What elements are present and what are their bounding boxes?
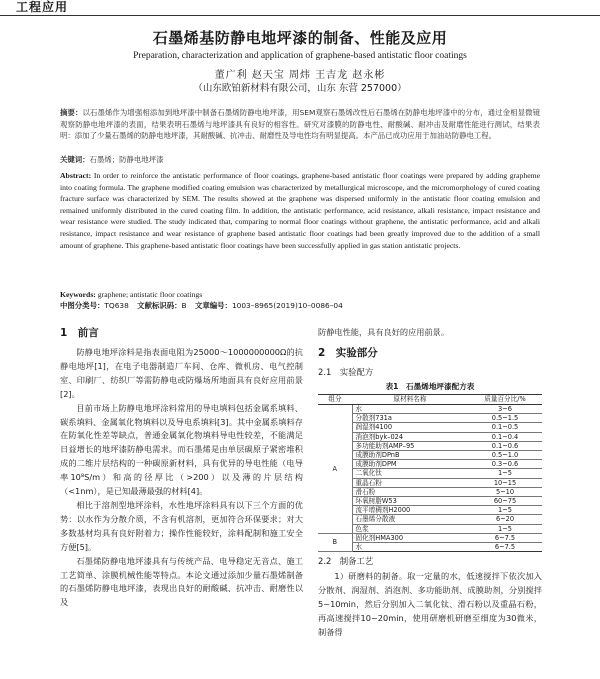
table-percent-cell: 0.5~1.5 — [468, 414, 542, 423]
table-material-cell: 流平增稠剂H2000 — [352, 506, 468, 515]
affiliation: （山东欧铂新材料有限公司，山东 东营 257000） — [193, 83, 407, 94]
table-percent-cell: 60~75 — [468, 496, 542, 505]
section-2-heading: 2 实验部分 — [318, 346, 378, 359]
recipe-table — [318, 394, 542, 552]
article-no-value: 1003–8965(2019)10–0086–04 — [231, 301, 343, 310]
table-material-cell: 滑石粉 — [352, 487, 468, 496]
journal-header — [0, 0, 600, 16]
table-material-cell: 二氧化钛 — [352, 469, 468, 478]
article-no-label: 文章编号： — [194, 301, 232, 310]
section-label: 工程应用 — [16, 0, 69, 14]
paper-title-en: Preparation, characterization and application of graphene-based antistatic floor coatings — [133, 51, 467, 61]
abstract-en-text: In order to reinforce the antistatic performance of floor coatings, graphene-based antistatic floor coatings were prepared by adding grapheme into coating formula. The graphene modified coating emulsion was characterized by metallurgical microscope, and the micromorphology of cured coating fracture surface was characterized by SEM. The results showed at the graphene was dispersed uniformly in the antistatic floor coating emulsion and remained uniformly distributed in the cured coating film. In addition, the antistatic performance, acid resistance, alkali resistance, impact resistance and wear resistance were studied. The study indicated that, comparing to normal floor coatings without graphene, the antistatic performance, acid and alkali resistance, impact resistance and wear resistance of graphene based antistatic floor coatings had been greatly improved due to the addition of a small amount of graphene. This graphene-based antistatic floor coatings have been successfully applied in gas station antistatic projects. — [60, 171, 540, 250]
keywords-cn-text: 石墨烯；防静电地坪漆 — [89, 155, 164, 164]
table-row — [318, 524, 542, 533]
table-header-cell: 质量百分比/% — [468, 394, 542, 404]
table-row — [318, 450, 542, 459]
paper-title-cn: 石墨烯基防静电地坪漆的制备、性能及应用 — [152, 29, 448, 47]
keywords-en-label: Keywords: — [60, 290, 96, 299]
table-percent-cell: 10~15 — [468, 478, 542, 487]
table-material-cell: 重晶石粉 — [352, 478, 468, 487]
table-percent-cell: 0.5~1.0 — [468, 450, 542, 459]
table-percent-cell: 1~5 — [468, 524, 542, 533]
abstract-en — [60, 170, 540, 251]
keywords-cn — [60, 154, 540, 165]
classification-line — [60, 300, 540, 311]
table-row — [318, 441, 542, 450]
clc-label: 中图分类号： — [60, 301, 105, 310]
table-row — [318, 460, 542, 469]
table-row — [318, 423, 542, 432]
table-row — [318, 469, 542, 478]
table-percent-cell: 0.1~0.5 — [468, 423, 542, 432]
section-1-para-4-cont: 防静电性能，具有良好的应用前景。 — [318, 327, 450, 337]
table-material-cell: 消泡剂byk–024 — [352, 432, 468, 441]
table-percent-cell: 3~6 — [468, 404, 542, 413]
clc-value: TQ638 — [104, 301, 129, 310]
section-1-para-1: 防静电地坪涂料是指表面电阻为25000～1000000000Ω的抗静电地坪[1]，在电子电器制造厂车间、仓库、微机房、电气控制室、印刷厂、纺织厂等需防静电或防爆场所地面具有良好应用前景[2]。 — [60, 347, 303, 399]
table-row — [318, 432, 542, 441]
section-2-2-heading: 2.2 制备工艺 — [318, 556, 374, 567]
table-material-cell: 色浆 — [352, 524, 468, 533]
table-material-cell: 水 — [352, 542, 468, 551]
section-2-1-heading: 2.1 实验配方 — [318, 366, 374, 377]
doc-code-value: B — [181, 301, 187, 310]
table-percent-cell: 6~20 — [468, 515, 542, 524]
table-percent-cell: 0.1~0.6 — [468, 441, 542, 450]
table-row — [318, 487, 542, 496]
header-rule — [0, 15, 600, 16]
section-1-para-3: 相比于溶剂型地坪涂料，水性地坪涂料具有以下三个方面的优势：以水作为分散介质，不含有机溶剂，更加符合环保要求；对大多数基材均具有良好附着力；操作性能较好，涂料配制和施工安全方便[5]。 — [60, 499, 303, 552]
table-material-cell: 润湿剂4100 — [352, 423, 468, 432]
table-material-cell: 多功能助剂AMP–95 — [352, 441, 468, 450]
keywords-cn-label: 关键词： — [60, 155, 90, 164]
table-percent-cell: 1~5 — [468, 469, 542, 478]
table-header-row — [318, 394, 542, 404]
table-row — [318, 533, 542, 542]
table-material-cell: 水 — [352, 404, 468, 413]
left-column — [60, 326, 303, 610]
table-row — [318, 542, 542, 551]
section-1-para-4: 石墨烯防静电地坪漆具有与传统产品、电导稳定无音点、施工工艺简单、涂膜机械性能等特点。本论文通过添加少量石墨烯制备的石墨烯防静电地坪漆，表现出良好的耐酸碱、抗冲击、耐磨性以及 — [60, 555, 303, 608]
table-percent-cell: 0.1~0.4 — [468, 432, 542, 441]
table-row — [318, 515, 542, 524]
doc-code-label: 文献标识码： — [137, 301, 182, 310]
table-material-cell: 分散剂731a — [352, 414, 468, 423]
table-material-cell: 成膜助剂DPnB — [352, 450, 468, 459]
keywords-en-text: graphene; antistatic floor coatings — [97, 290, 203, 299]
table-percent-cell: 5~10 — [468, 487, 542, 496]
table-row — [318, 414, 542, 423]
abstract-en-label: Abstract: — [60, 171, 92, 180]
table-percent-cell: 0.3~0.6 — [468, 460, 542, 469]
table-percent-cell: 1~5 — [468, 506, 542, 515]
table-group-cell: B — [318, 533, 352, 551]
table-material-cell: 固化剂HMA300 — [352, 533, 468, 542]
abstract-cn — [60, 107, 540, 142]
table-header-cell: 原材料名称 — [352, 394, 468, 404]
abstract-cn-text: 以石墨烯作为增强相添加到地坪漆中制备石墨烯防静电地坪漆，用SEM观察石墨烯改性后石墨烯在防静电地坪漆中的分布，通过金相显微镜观察防静电地坪漆的表面，结果表明石墨烯与地坪漆具有良好的相容性。研究对漆膜的防静电性、耐酸碱、耐冲击及耐磨性能进行测试，结果表明：添加了少量石墨烯的防静电地坪漆，其耐酸碱、抗冲击、耐磨性及导电性均有明显提高。本产品已成功应用于加油站防静电工程。 — [60, 108, 540, 141]
authors: 董广利 赵天宝 周炜 王吉龙 赵永彬 — [214, 70, 386, 81]
table-caption: 表1 石墨烯地坪漆配方表 — [385, 381, 475, 391]
table-group-cell: A — [318, 404, 352, 533]
table-material-cell: 环氧树脂W53 — [352, 496, 468, 505]
table-row — [318, 478, 542, 487]
abstract-cn-label: 摘要： — [60, 108, 83, 117]
table-header-cell: 组分 — [318, 394, 352, 404]
section-2-2-para-1: 1）研磨料的制备。取一定量的水，低速搅拌下依次加入分散剂、润湿剂、消泡剂、多功能助剂、成膜助剂，分别搅拌5~10min，然后分别加入二氧化钛、滑石粉以及重晶石粉，再高速搅拌10~20min，使用研磨机研磨至细度为30微米，制备得 — [318, 571, 542, 637]
keywords-en — [60, 289, 540, 300]
table-row — [318, 496, 542, 505]
section-1-heading: 1 前言 — [60, 327, 99, 339]
right-column — [318, 326, 542, 640]
table-material-cell: 石墨烯分散液 — [352, 515, 468, 524]
table-percent-cell: 6~7.5 — [468, 533, 542, 542]
table-row — [318, 506, 542, 515]
section-1-para-2: 目前市场上防静电地坪涂料常用的导电填料包括金属系填料、碳系填料、金属氧化物填料以及导电系填料[3]。其中金属系填料存在防氧化性差等缺点，普通金属氧化物填料导电性较差，不能满足日益增长的地坪漆防静电需求。而石墨烯是由单层碳原子紧密堆积成的二维片层结构的一种碳原新材料，具有优异的导电性能（电导率10⁸S/m）和高的径厚比（>200）以及薄的片层结构（<1nm），是已知最薄最强的材料[4]。 — [60, 402, 303, 497]
table-material-cell: 成膜助剂DPM — [352, 460, 468, 469]
table-row — [318, 404, 542, 413]
table-percent-cell: 6~7.5 — [468, 542, 542, 551]
